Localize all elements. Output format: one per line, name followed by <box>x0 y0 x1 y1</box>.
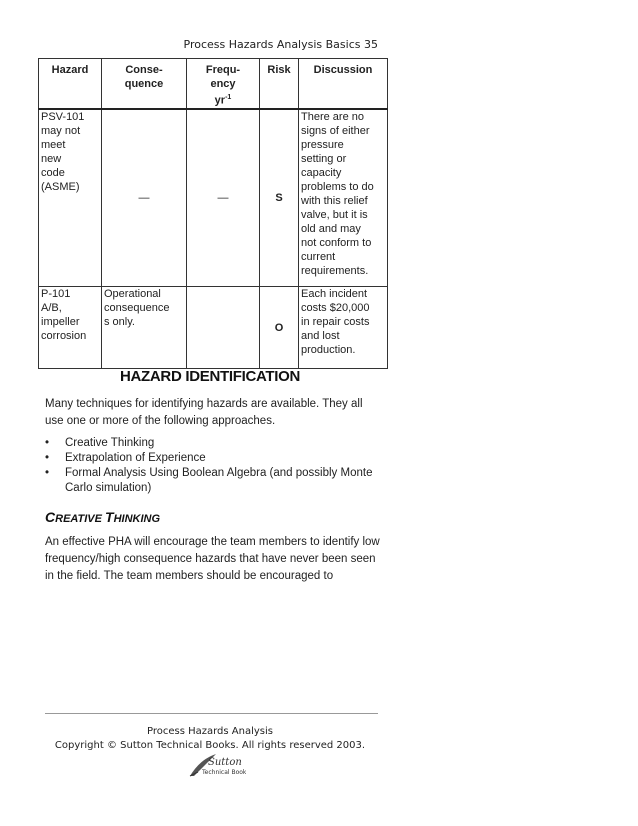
approach-list <box>45 436 380 496</box>
bullet-icon: • <box>45 437 50 449</box>
footer-title: Process Hazards Analysis <box>146 726 273 737</box>
cell-risk: O <box>260 287 299 369</box>
title-cap-t: T <box>105 509 114 525</box>
table-row <box>39 109 388 287</box>
col-header-frequency-label: Frequ- ency yr <box>205 64 241 107</box>
title-small-reating: REATIVE <box>55 513 106 525</box>
publisher-logo <box>186 752 246 778</box>
col-header-hazard <box>39 59 102 109</box>
cell-frequency: — <box>187 109 260 287</box>
col-header-hazard-label: Hazard <box>51 64 89 76</box>
list-item-text: Formal Analysis Using Boolean Algebra (and possibly Monte Carlo simulation) <box>65 467 373 494</box>
footer-copyright: Copyright © Sutton Technical Books. All rights reserved 2003. <box>54 740 366 751</box>
cell-hazard: PSV-101 may not meet new code (ASME) <box>39 109 102 287</box>
list-item-text: Creative Thinking <box>65 437 155 449</box>
bullet-icon: • <box>45 452 50 464</box>
cell-consequence: Operational consequence s only. <box>102 287 187 369</box>
list-item <box>45 466 380 496</box>
running-head: Process Hazards Analysis Basics 35 <box>183 38 378 51</box>
footer-divider <box>45 713 378 714</box>
col-header-consequence <box>102 59 187 109</box>
cell-risk: S <box>260 109 299 287</box>
list-item <box>45 436 380 451</box>
subsection-title <box>45 509 160 525</box>
hazard-table <box>38 58 388 369</box>
bullet-icon: • <box>45 467 50 479</box>
col-header-frequency <box>187 59 260 109</box>
section-title: HAZARD IDENTIFICATION <box>119 368 301 385</box>
table-row <box>39 287 388 369</box>
col-header-discussion-label: Discussion <box>313 64 373 76</box>
col-header-discussion <box>299 59 388 109</box>
table-header-row <box>39 59 388 109</box>
svg-text:Sutton: Sutton <box>208 757 242 768</box>
cell-discussion: There are no signs of either pressure setting or capacity problems to do with this relief valve, but it is old and may not conform to current requirements. <box>299 109 388 287</box>
frequency-superscript: -1 <box>225 94 232 101</box>
col-header-risk-label: Risk <box>267 64 291 76</box>
cell-consequence: — <box>102 109 187 287</box>
col-header-risk <box>260 59 299 109</box>
col-header-consequence-label: Conse- quence <box>124 64 164 90</box>
cell-frequency <box>187 287 260 369</box>
intro-paragraph: Many techniques for identifying hazards are available. They all use one or more of the following approaches. <box>45 398 363 427</box>
title-small-hinking: HINKING <box>113 513 161 525</box>
body-paragraph: An effective PHA will encourage the team members to identify low frequency/high consequence hazards that have never been seen in the field. The team members should be encouraged to <box>45 536 380 582</box>
svg-text:Technical Books: Technical Books <box>202 769 246 776</box>
quill-logo-icon <box>186 752 246 778</box>
list-item-text: Extrapolation of Experience <box>65 452 206 464</box>
cell-hazard: P-101 A/B, impeller corrosion <box>39 287 102 369</box>
cell-discussion: Each incident costs $20,000 in repair costs and lost production. <box>299 287 388 369</box>
list-item <box>45 451 380 466</box>
title-cap-c: C <box>45 509 56 525</box>
